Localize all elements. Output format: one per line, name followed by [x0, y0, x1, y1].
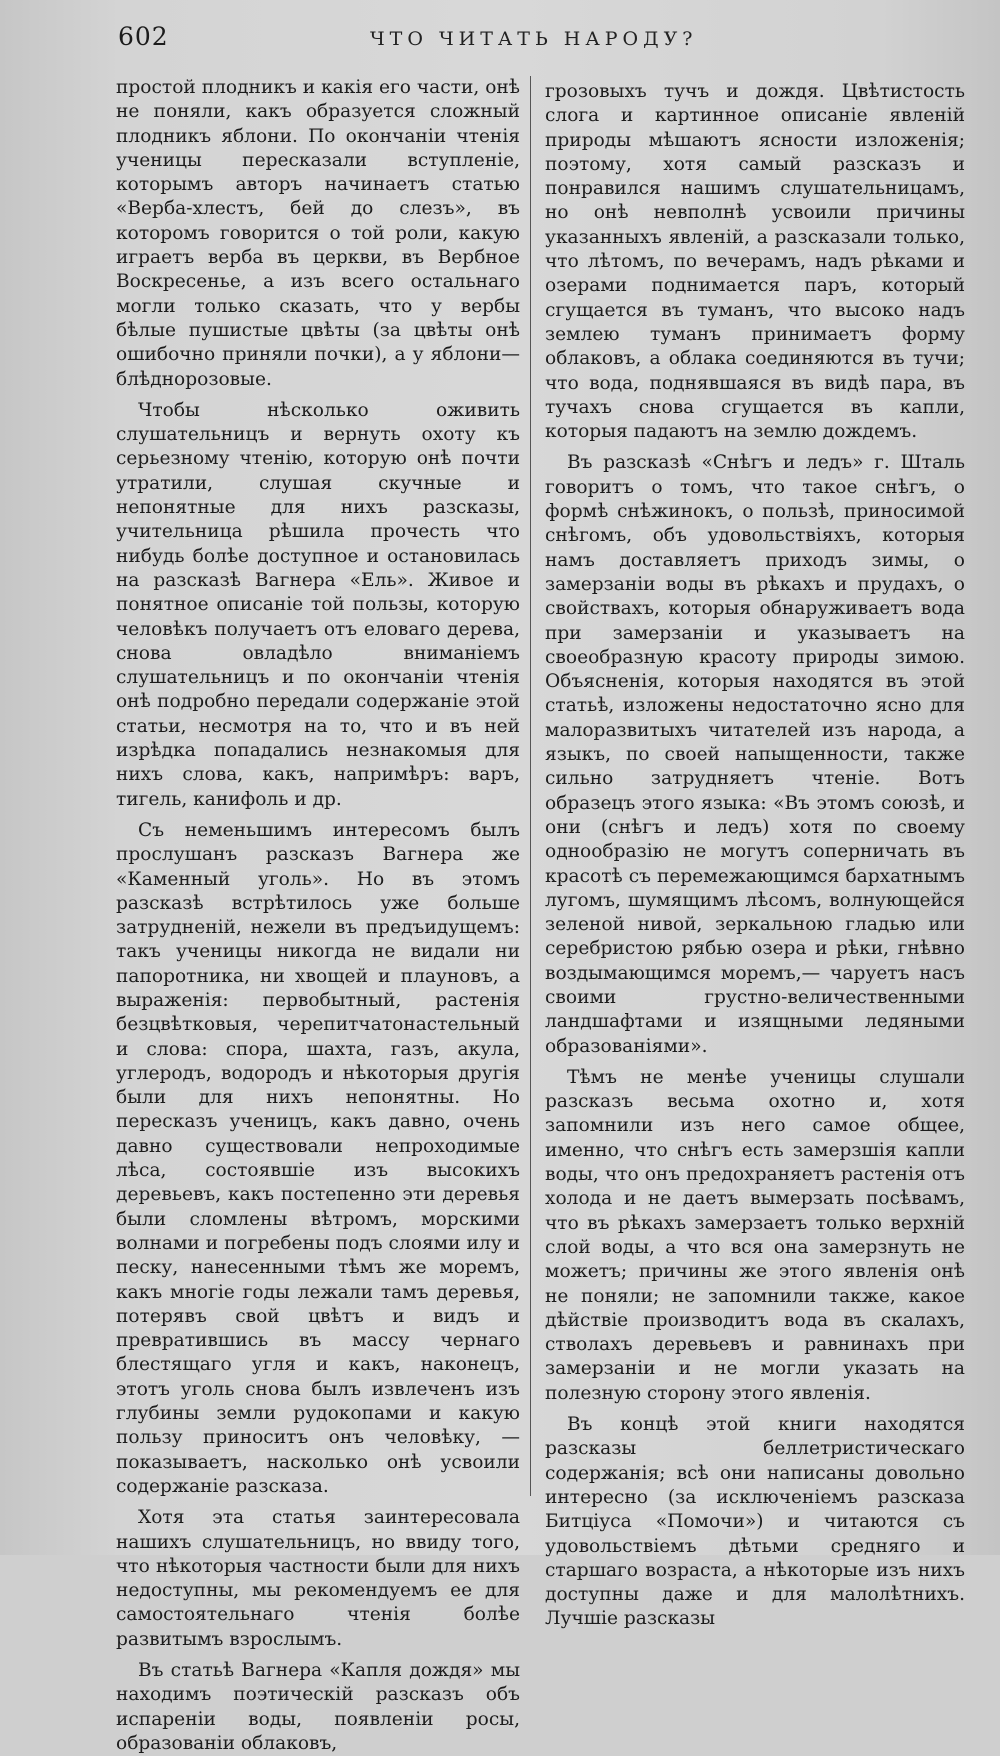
- right-paragraph-3: Тѣмъ не менѣе ученицы слушали разсказъ весьма охотно и, хотя запомнили изъ него самое общее, именно, что снѣгъ есть замерзшія капли воды, что онъ предохраняетъ растенія отъ холода и не даетъ вымерзать посѣвамъ, что въ рѣкахъ замерзаетъ только верхній слой воды, а что вся она замерзнуть не можетъ; причины же этого явленія онѣ не поняли; не запомнили также, какое дѣйствіе производитъ вода въ скалахъ, стволахъ деревьевъ и равнинахъ при замерзаніи и не могли указать на полезную сторону этого явленія.: [545, 1066, 965, 1404]
- left-paragraph-3: Съ неменьшимъ интересомъ былъ прослушанъ разсказъ Вагнера же «Каменный уголь». Но въ этомъ разсказѣ встрѣтилось уже больше затрудненій, нежели въ предъидущемъ: такъ ученицы никогда не видали ни папоротника, ни хвощей и плауновъ, а выраженія: первобытный, растенія безцвѣтковыя, черепитчатонастельный и слова: спора, шахта, газъ, акула, углеродъ, водородъ и нѣкоторыя другія были для нихъ непонятны. Но пересказъ ученицъ, какъ давно, очень давно существовали непроходимые лѣса, состоявшіе изъ высокихъ деревьевъ, какъ постепенно эти деревья были сломлены вѣтромъ, морскими волнами и погребены подъ слоями илу и песку, нанесенными тѣмъ же моремъ, какъ многіе годы лежали тамъ деревья, потерявъ свой цвѣтъ и видъ и превратившись въ массу чернаго блестящаго угля и какъ, наконецъ, этотъ уголь снова былъ извлеченъ изъ глубины земли рудокопами и какую пользу приноситъ онъ человѣку, — показываетъ, насколько онѣ усвоили содержаніе разсказа.: [116, 819, 520, 1497]
- left-paragraph-1: простой плодникъ и какія его части, онѣ не поняли, какъ образуется сложный плодникъ яблони. По окончаніи чтенія ученицы пересказали вступленіе, которымъ авторъ начинаетъ статью «Верба-хлестъ, бей до слезъ», въ которомъ говорится о той роли, какую играетъ верба въ церкви, въ Вербное Воскресенье, а изъ всего остальнаго могли только сказать, что у вербы бѣлые пушистые цвѣты (за цвѣты онѣ ошибочно приняли почки), а у яблони—блѣднорозовые.: [116, 77, 520, 390]
- right-paragraph-1: грозовыхъ тучъ и дождя. Цвѣтистость слога и картинное описаніе явленій природы мѣшаютъ ясности изложенія; поэтому, хотя самый разсказъ и понравился нашимъ слушательницамъ, но онѣ невполнѣ усвоили причины указанныхъ явленій, а разсказали только, что лѣтомъ, по вечерамъ, надъ рѣками и озерами поднимается паръ, который сгущается въ туманъ, что высоко надъ землею туманъ принимаетъ форму облаковъ, а облака соединяются въ тучи; что вода, поднявшаяся въ видѣ пара, въ тучахъ снова сгущается въ капли, которыя падаютъ на землю дождемъ.: [545, 81, 965, 443]
- left-paragraph-4: Хотя эта статья заинтересовала нашихъ слушательницъ, но ввиду того, что нѣкоторыя частности были для нихъ недоступны, мы рекомендуемъ ее для самостоятельнаго чтенія болѣе развитымъ взрослымъ.: [116, 1507, 520, 1650]
- right-paragraph-2: Въ разсказѣ «Снѣгъ и ледъ» г. Шталь говоритъ о томъ, что такое снѣгъ, о формѣ снѣжинокъ, о пользѣ, приносимой снѣгомъ, объ удовольствіяхъ, которыя намъ доставляетъ приходъ зимы, о замерзаніи воды въ рѣкахъ и прудахъ, о свойствахъ, которыя обнаруживаетъ вода при замерзаніи и указываетъ на своеобразную красоту природы зимою. Объясненія, которыя находятся въ этой статьѣ, изложены недостаточно ясно для малоразвитыхъ читателей изъ народа, а языкъ, по своей напыщенности, также сильно затрудняетъ чтеніе. Вотъ образецъ этого языка: «Въ этомъ союзѣ, и они (снѣгъ и ледъ) хотя по своему однообразію не могутъ соперничать въ красотѣ съ перемежающимся бархатнымъ лугомъ, шумящимъ лѣсомъ, волнующейся зеленой нивой, зеркальною гладью или серебристою рябью озера и рѣки, гнѣвно воздымающимся моремъ,— чаруетъ насъ своими грустно-величественными ландшафтами и изящными ледяными образованіями».: [545, 452, 965, 1057]
- column-divider: [530, 76, 531, 1496]
- left-paragraph-5: Въ статьѣ Вагнера «Капля дождя» мы находимъ поэтическій разсказъ объ испареніи воды, появленіи росы, образованіи облаковъ,: [116, 1660, 520, 1754]
- page-header: [118, 22, 968, 58]
- running-title: ЧТО ЧИТАТЬ НАРОДУ?: [370, 28, 698, 50]
- left-column: [116, 76, 520, 1756]
- left-paragraph-2: Чтобы нѣсколько оживить слушательницъ и вернуть охоту къ серьезному чтенію, которую онѣ почти утратили, слушая скучные и непонятные для нихъ разсказы, учительница рѣшила прочесть что нибудь болѣе доступное и остановилась на разсказѣ Вагнера «Ель». Живое и понятное описаніе той пользы, которую человѣкъ получаетъ отъ еловаго дерева, снова овладѣло вниманіемъ слушательницъ и по окончаніи чтенія онѣ подробно передали содержаніе этой статьи, несмотря на то, что и въ ней изрѣдка попадались незнакомыя для нихъ слова, какъ, напримѣръ: варъ, тигель, канифоль и др.: [116, 399, 520, 810]
- right-column: [545, 80, 965, 1632]
- right-paragraph-4: Въ концѣ этой книги находятся разсказы беллетристическаго содержанія; всѣ они написаны довольно интересно (за исключеніемъ разсказа Битціуса «Помочи») и читаются съ удовольствіемъ дѣтьми средняго и старшаго возраста, а нѣкоторые изъ нихъ доступны даже и для малолѣтнихъ. Лучшіе разсказы: [545, 1414, 965, 1630]
- page-number: 602: [118, 22, 169, 51]
